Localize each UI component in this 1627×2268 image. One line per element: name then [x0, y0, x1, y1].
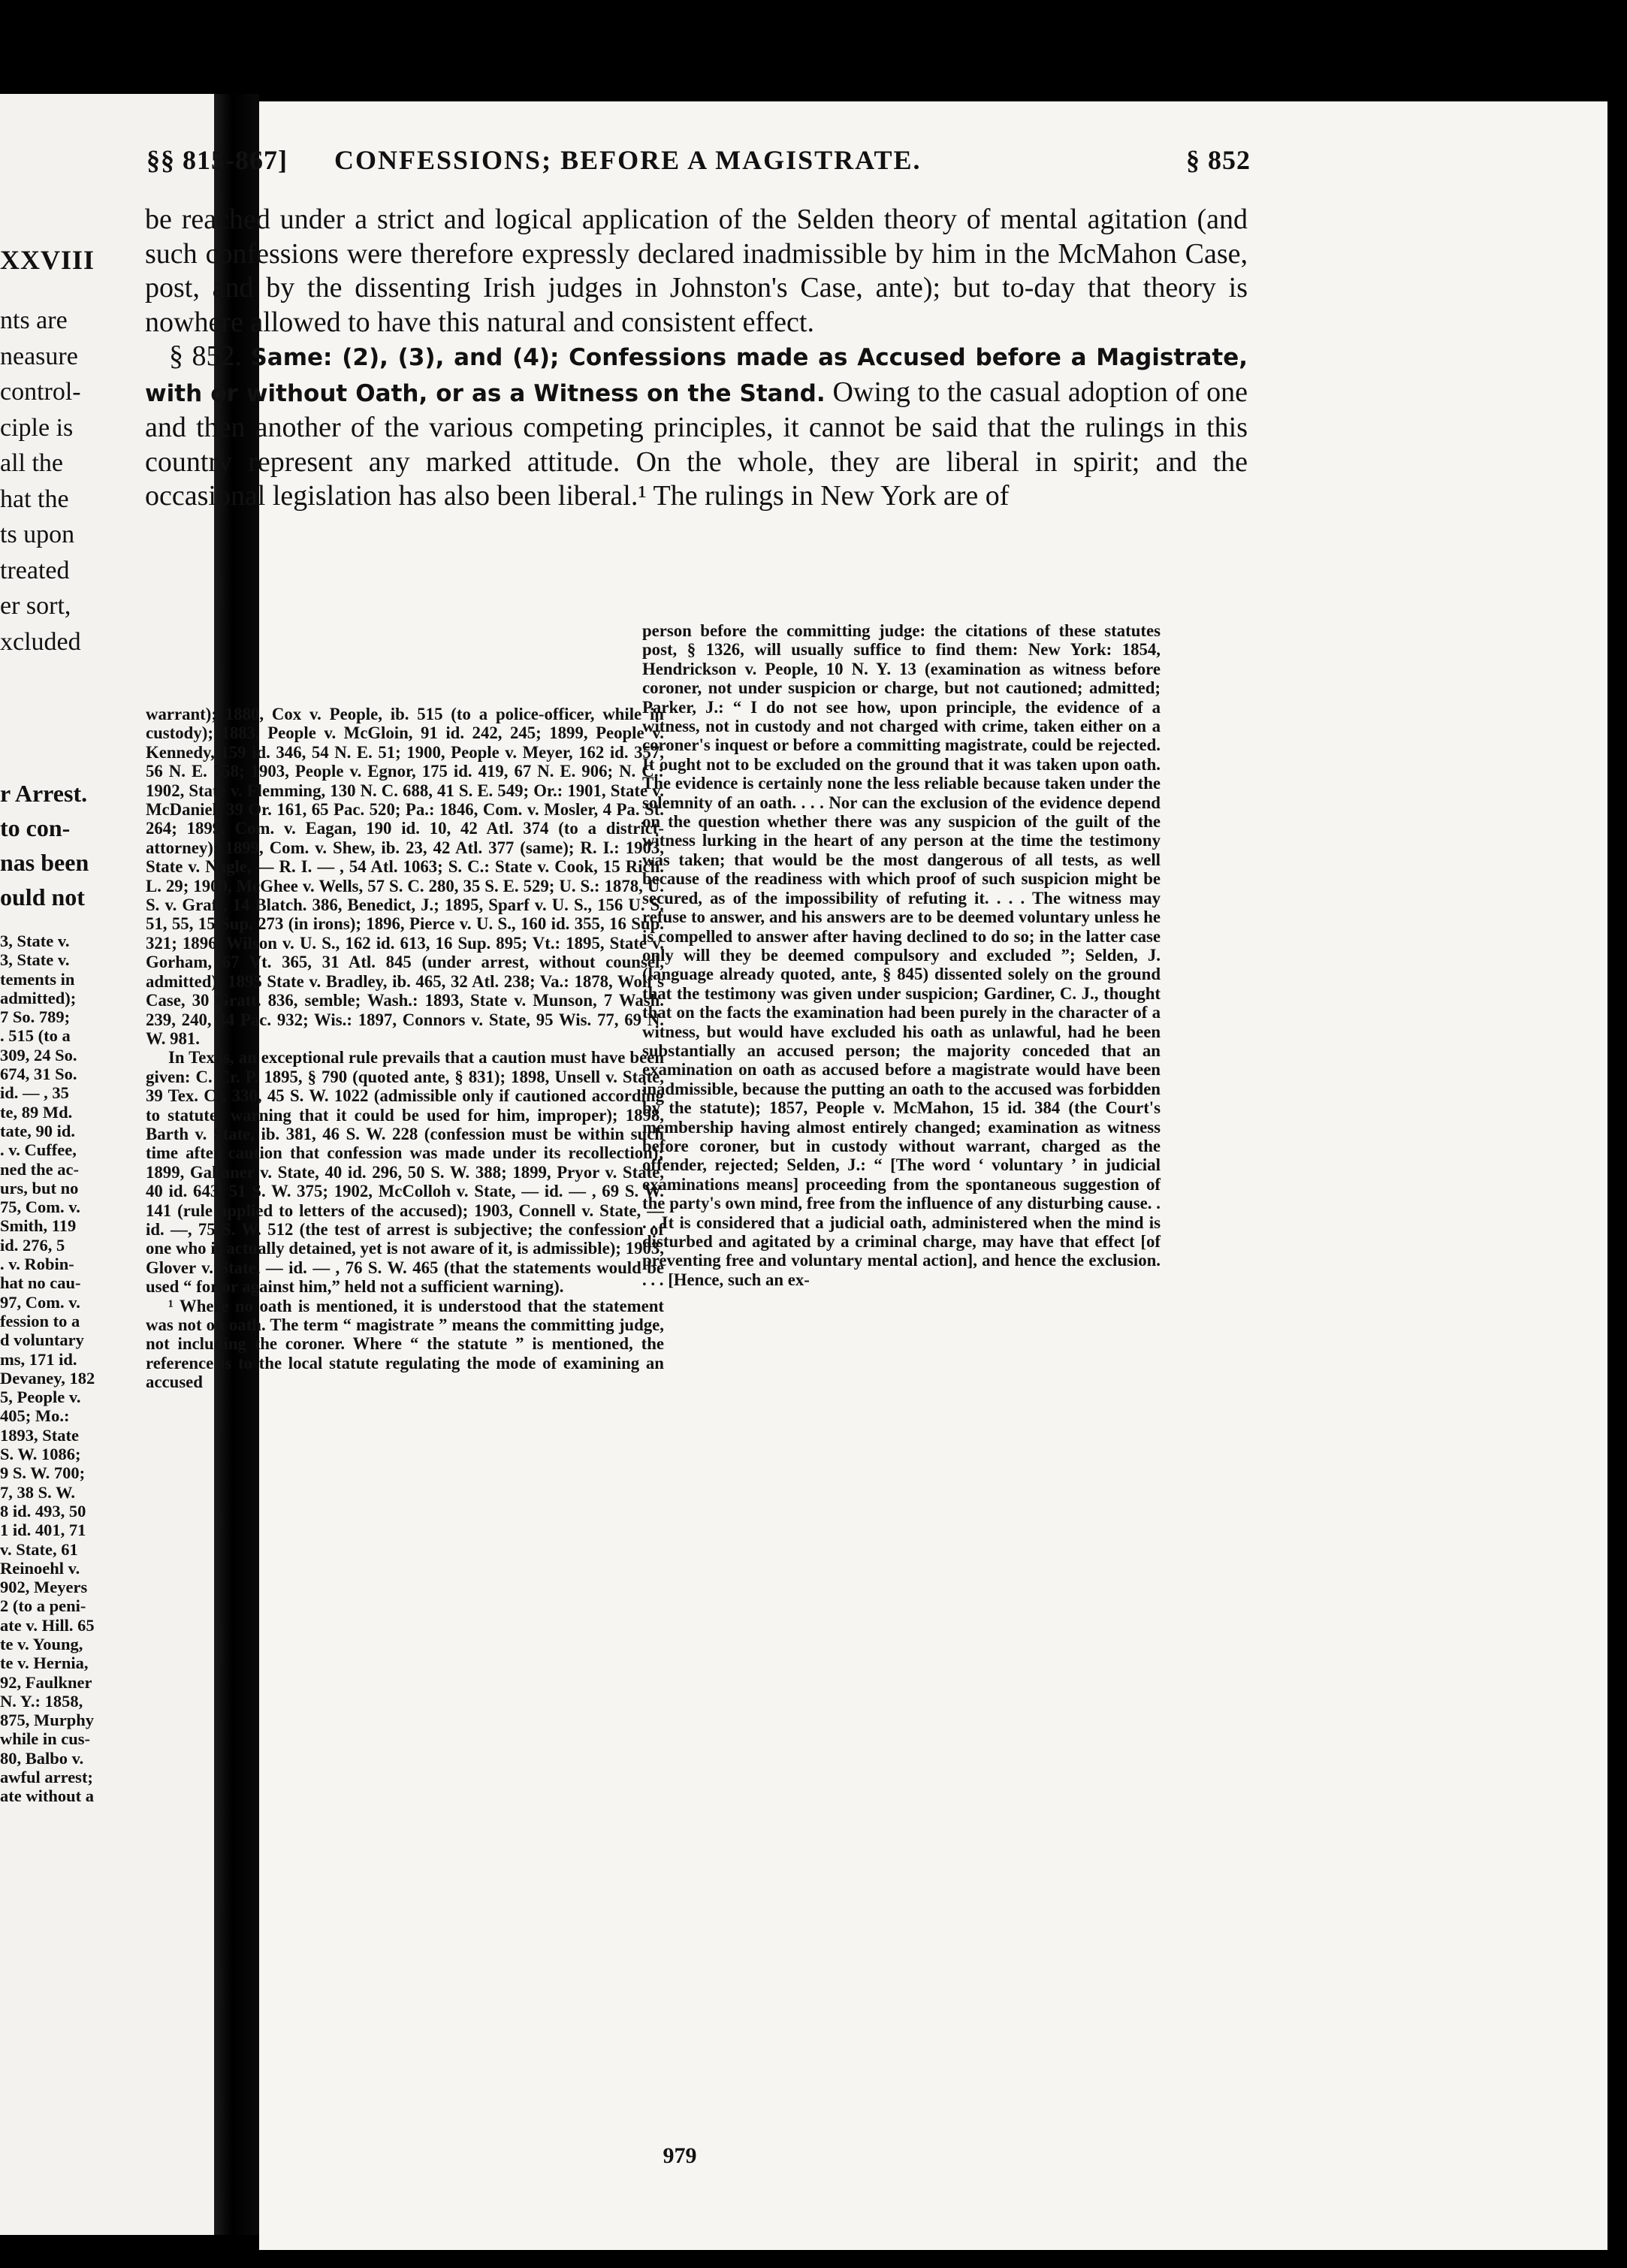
- left-page-footnote-line: Devaney, 182: [0, 1368, 95, 1388]
- main-text: [145, 203, 1248, 514]
- left-page-line: treated: [0, 556, 70, 584]
- left-page-footnote-line: fession to a: [0, 1311, 80, 1330]
- section-range: §§ 815-867]: [146, 145, 288, 175]
- left-page-footnote-line: admitted);: [0, 988, 77, 1007]
- left-page-footnote-line: Reinoehl v.: [0, 1558, 80, 1578]
- page-edge: [1607, 101, 1627, 2250]
- left-page-footnote-line: d voluntary: [0, 1330, 84, 1350]
- left-page-footnote-line: Smith, 119: [0, 1216, 77, 1236]
- left-page-footnote-line: te v. Hernia,: [0, 1653, 89, 1673]
- footnote-left-citations: warrant); 1880, Cox v. People, ib. 515 (to a police-officer, while in custody); 1883, People v. McGloin, 91 id. 242, 245; 1899, People v. Kennedy, 159 id. 346, 54 N. E. 51; 1900, People v. Meyer, 162 id. 357, 56 N. E. 758; 1903, People v. Egnor, 175 id. 419, 67 N. E. 906; N. C.: 1902, State v. Flemming, 130 N. C. 688, 41 S. E. 549; Or.: 1901, State v. McDaniel, 39 Or. 161, 65 Pac. 520; Pa.: 1846, Com. v. Mosler, 4 Pa. St. 264; 1899, Com. v. Eagan, 190 id. 10, 42 Atl. 374 (to a district-attorney); 1899, Com. v. Shew, ib. 23, 42 Atl. 377 (same); R. I.: 1903, State v. Nagle, — R. I. — , 54 Atl. 1063; S. C.: State v. Cook, 15 Rich. L. 29; 1900, McGhee v. Wells, 57 S. C. 280, 35 S. E. 529; U. S.: 1878, U. S. v. Graff, 14 Blatch. 386, Benedict, J.; 1895, Sparf v. U. S., 156 U. S. 51, 55, 15 Sup. 273 (in irons); 1896, Pierce v. U. S., 160 id. 355, 16 Sup. 321; 1896, Wilson v. U. S., 162 id. 613, 16 Sup. 895; Vt.: 1895, State v. Gorham, 67 Vt. 365, 31 Atl. 845 (under arrest, without counsel, admitted); 1895 State v. Bradley, ib. 465, 32 Atl. 238; Va.: 1878, Wolf's Case, 30 Gratt. 836, semble; Wash.: 1893, State v. Munson, 7 Wash. 239, 240, 34 Pac. 932; Wis.: 1897, Connors v. State, 95 Wis. 77, 69 N. W. 981.: [146, 705, 664, 1048]
- left-page-footnote-line: 902, Meyers: [0, 1578, 88, 1597]
- left-page-heading-line: to con-: [0, 814, 71, 841]
- left-page-footnote-line: id. — , 35: [0, 1083, 69, 1103]
- left-page-footnote-line: urs, but no: [0, 1178, 79, 1197]
- section-marker: § 852: [1186, 145, 1251, 175]
- left-page-footnote-line: 97, Com. v.: [0, 1292, 80, 1312]
- left-page-footnote-line: ms, 171 id.: [0, 1349, 77, 1369]
- left-page-footnote-line: te, 89 Md.: [0, 1102, 73, 1122]
- footnotes-right-column: [642, 621, 1161, 1289]
- left-page-line: xcluded: [0, 627, 81, 656]
- left-page-footnote-line: ate v. Hill. 65: [0, 1615, 95, 1635]
- left-page-footnote-line: 405; Mo.:: [0, 1406, 70, 1426]
- left-page-footnote-line: tements in: [0, 969, 75, 989]
- footnote-left-texas: In Texas, an exceptional rule prevails that a caution must have been given: C. Cr. P. 1895, § 790 (quoted ante, § 831); 1898, Unsell v. State, 39 Tex. Cr. 330, 45 S. W. 1022 (admissible only if cautioned according to statute; warning that it could be used for him, improper); 1898, Barth v. State, ib. 381, 46 S. W. 228 (confession must be within such time after caution that confession was made under its recollection); 1899, Gallaner v. State, 40 id. 296, 50 S. W. 388; 1899, Pryor v. State, 40 id. 643, 51 S. W. 375; 1902, McColloh v. State, — id. — , 69 S. W. 141 (rule applied to letters of the accused); 1903, Connell v. State, — id. —, 75 S. W. 512 (the test of arrest is subjective; the confession of one who is actually detained, yet is not aware of it, is admissible); 1903, Glover v. State, — id. — , 76 S. W. 465 (that the statements would be used “ for or against him,” held not a sufficient warning).: [146, 1048, 664, 1297]
- left-page-footnote-line: 75, Com. v.: [0, 1197, 80, 1217]
- left-page-footnote-line: 9 S. W. 700;: [0, 1463, 86, 1483]
- left-page-line: er sort,: [0, 592, 71, 620]
- left-page-line: ciple is: [0, 413, 74, 442]
- left-page-line: neasure: [0, 342, 78, 370]
- section-body: Owing to the casual adoption of one and then another of the various competing principles, it cannot be said that the rulings in this country represent any marked attitude. On the whole, they are liberal in spirit; and the occasional legislation has also been liberal.¹ The rulings in New York are of: [145, 376, 1248, 512]
- left-page-footnote-line: 2 (to a peni-: [0, 1596, 86, 1616]
- left-page-footnote-line: ate without a: [0, 1786, 94, 1806]
- left-page-footnote-line: 3, State v.: [0, 950, 70, 970]
- left-page-footnote-line: 7 So. 789;: [0, 1007, 71, 1027]
- left-page-line: ts upon: [0, 521, 75, 548]
- left-page-footnote-line: S. W. 1086;: [0, 1445, 81, 1464]
- chapter-title: CONFESSIONS; BEFORE A MAGISTRATE.: [334, 145, 922, 175]
- left-page-footnote-line: . 515 (to a: [0, 1026, 71, 1046]
- left-page-heading-line: r Arrest.: [0, 780, 88, 807]
- left-page-footnote-line: id. 276, 5: [0, 1235, 65, 1255]
- left-page-footnote-line: . v. Robin-: [0, 1255, 74, 1274]
- left-page-footnote-line: 7, 38 S. W.: [0, 1482, 76, 1502]
- page-number: 979: [663, 2143, 697, 2168]
- section-heading: Same: (2), (3), and (4); Confessions made as Accused before a Magistrate, with or without Oath, or as a Witness on the Stand.: [145, 344, 1248, 407]
- left-page-footnote-line: 1 id. 401, 71: [0, 1521, 86, 1540]
- left-page-footnote-line: . v. Cuffee,: [0, 1140, 77, 1160]
- left-page-footnote-line: 875, Murphy: [0, 1711, 95, 1730]
- left-page-footnote-line: while in cus-: [0, 1729, 91, 1749]
- left-page-footnote-line: hat no cau-: [0, 1273, 81, 1293]
- left-page-line: all the: [0, 449, 64, 477]
- left-page-footnote-line: te v. Young,: [0, 1634, 83, 1653]
- left-page-footnote-line: v. State, 61: [0, 1539, 78, 1559]
- left-page-footnote-line: 1893, State: [0, 1425, 79, 1445]
- running-head: [146, 144, 1251, 182]
- left-page-running-head: XXVIII: [0, 245, 95, 275]
- left-page-footnote-line: tate, 90 id.: [0, 1121, 75, 1140]
- left-page-footnote-line: 674, 31 So.: [0, 1065, 77, 1084]
- footnote-1: ¹ Where no oath is mentioned, it is understood that the statement was not on oath. The term “ magistrate ” means the committing judge, not including the coroner. Where “ the statute ” is mentioned, the reference is to the local statute regulating the mode of examining an accused: [146, 1296, 664, 1392]
- left-page-line: nts are: [0, 307, 68, 334]
- left-page-footnote-line: ned the ac-: [0, 1159, 79, 1179]
- footnote-right-text: person before the committing judge: the citations of these statutes post, § 1326, will usually suffice to find them: New York: 1854, Hendrickson v. People, 10 N. Y. 13 (examination as witness before coroner, not under suspicion or charge, but not cautioned; admitted; Parker, J.: “ I do not see how, upon principle, the evidence of a witness, not in custody and not charged with crime, taken either on a coroner's inquest or before a committing magistrate, could be rejected. It ought not to be excluded on the ground that it was taken upon oath. The evidence is certainly none the less reliable because taken under the solemnity of an oath. . . . Nor can the exclusion of the evidence depend on the question whether there was any suspicion of the guilt of the witness lurking in the heart of any person at the time the testimony was taken; that would be the most dangerous of all tests, as well because of the readiness with which proof of such suspicion might be secured, as of the impossibility of refuting it. . . . The witness may refuse to answer, and his answers are to be deemed voluntary unless he is compelled to answer after having declined to do so; in the latter case only will they be deemed compulsory and excluded ”; Selden, J. (language already quoted, ante, § 845) dissented solely on the ground that the testimony was given under suspicion; Gardiner, C. J., thought that on the facts the examination had been purely in the character of a witness, but would have excluded his oath as unlawful, had he been substantially an accused person; the majority conceded that an examination on oath as accused before a magistrate would have been inadmissible, because the putting an oath to the accused was forbidden by the statute); 1857, People v. McMahon, 15 id. 384 (the Court's membership having almost entirely changed; examination as witness before coroner, but in custody without warrant, charged as the offender, rejected; Selden, J.: “ [The word ‘ voluntary ’ in judicial examinations means] proceeding from the spontaneous suggestion of the party's own mind, free from the influence of any disturbing cause. . . . It is considered that a judicial oath, administered when the mind is disturbed and agitated by a criminal charge, may have that effect [of preventing free and voluntary mental action], and hence the exclusion. . . . [Hence, such an ex-: [642, 621, 1161, 1289]
- footnotes-left-column: [146, 705, 664, 1392]
- left-page-footnote-line: 5, People v.: [0, 1388, 81, 1407]
- section-number: § 852.: [169, 340, 242, 372]
- left-page-footnote-line: 8 id. 493, 50: [0, 1501, 86, 1521]
- left-page-footnote-line: 80, Balbo v.: [0, 1748, 84, 1768]
- paragraph-2: [145, 340, 1248, 514]
- left-page-heading-line: nas been: [0, 849, 89, 876]
- left-page-footnote-line: 92, Faulkner: [0, 1672, 92, 1692]
- left-page-footnote-line: awful arrest;: [0, 1768, 93, 1787]
- left-page-heading-line: ould not: [0, 883, 85, 911]
- left-page-footnote-line: 309, 24 So.: [0, 1045, 77, 1065]
- left-page-footnote-line: N. Y.: 1858,: [0, 1691, 83, 1711]
- left-page-line: control-: [0, 378, 81, 406]
- left-page-line: hat the: [0, 485, 69, 513]
- paragraph-1: be reached under a strict and logical application of the Selden theory of mental agitation (and such confessions were therefore expressly declared inadmissible by him in the McMahon Case, post, and by the dissenting Irish judges in Johnston's Case, ante); but to-day that theory is nowhere allowed to have this natural and consistent effect.: [145, 204, 1248, 338]
- left-page-footnote-line: 3, State v.: [0, 932, 70, 950]
